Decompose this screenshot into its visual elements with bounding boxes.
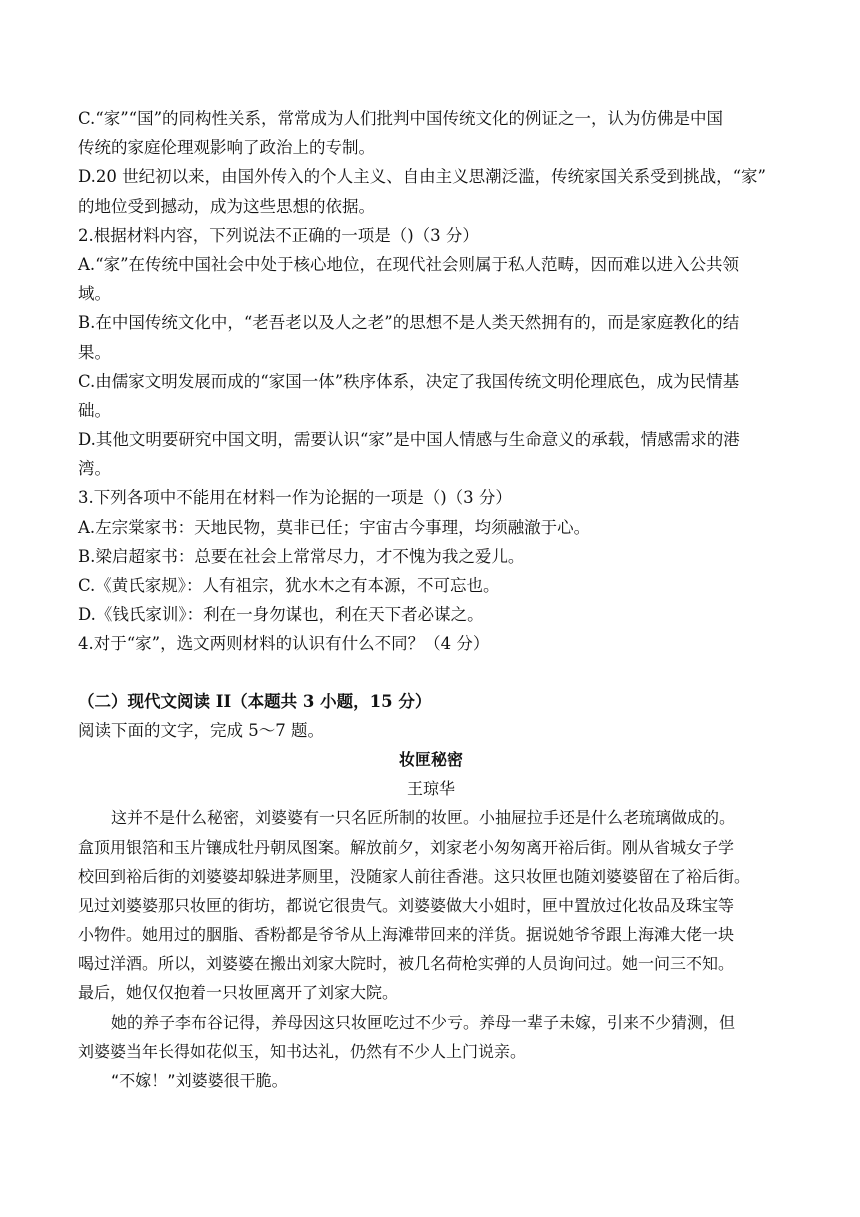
story-paragraph-3: “不嫁！”刘婆婆很干脆。	[111, 1071, 288, 1090]
text-line: D.20 世纪初以来，由国外传入的个人主义、自由主义思潮泛滥，传统家国关系受到挑战，“家”	[78, 167, 766, 187]
reading-instruction: 阅读下面的文字，完成 5～7 题。	[78, 720, 324, 740]
text-line: 刘婆婆当年长得如花似玉，知书达礼，仍然有不少人上门说亲。	[78, 1041, 527, 1061]
text-line: A.“家”在传统中国社会中处于核心地位，在现代社会则属于私人范畴，因而难以进入公共领	[78, 254, 740, 274]
text-line: 盒顶用银箔和玉片镶成牡丹朝凤图案。解放前夕，刘家老小匆匆离开裕后街。刚从省城女子学	[78, 837, 735, 857]
q4-stem: 4.对于“家”，选文两则材料的认识有什么不同？（4 分）	[78, 634, 490, 654]
text-line: 她的养子李布谷记得，养母因这只妆匣吃过不少亏。养母一辈子未嫁，引来不少猜测，但	[111, 1012, 736, 1032]
text-line: 的地位受到撼动，成为这些思想的依据。	[78, 196, 375, 216]
q2-stem: 2.根据材料内容，下列说法不正确的一项是（)（3 分）	[78, 225, 479, 245]
text-line: 础。	[78, 400, 111, 420]
text-line: 小物件。她用过的胭脂、香粉都是爷爷从上海滩带回来的洋货。据说她爷爷跟上海滩大佬一块	[78, 925, 735, 945]
q2-option-a	[78, 250, 784, 308]
story-author: 王琼华	[406, 779, 455, 799]
text-line: 见过刘婆婆那只妆匣的街坊，都说它很贵气。刘婆婆做大小姐时，匣中置放过化妆品及珠宝等	[78, 895, 735, 915]
q3-option-a: A.左宗棠家书：天地民物，莫非已任；宇宙古今事理，均须融澈于心。	[78, 517, 591, 537]
story-paragraph-2	[78, 1008, 784, 1066]
story-title: 妆匣秘密	[398, 749, 463, 769]
q3-stem: 3.下列各项中不能用在材料一作为论据的一项是（)（3 分）	[78, 488, 512, 508]
q3-option-c: C.《黄氏家规》：人有祖宗，犹水木之有本源，不可忘也。	[78, 576, 500, 595]
q2-option-b	[78, 308, 784, 366]
document-page	[78, 104, 784, 1095]
q3-option-d: D.《钱氏家训》：利在一身勿谋也，利在天下者必谋之。	[78, 605, 484, 625]
text-line: 最后，她仅仅抱着一只妆匣离开了刘家大院。	[78, 983, 399, 1003]
text-line: B.在中国传统文化中，“老吾老以及人之老”的思想不是人类天然拥有的，而是家庭教化的结	[78, 313, 740, 333]
text-line: 传统的家庭伦理观影响了政治上的专制。	[78, 138, 375, 158]
text-line: 这并不是什么秘密，刘婆婆有一只名匠所制的妆匣。小抽屉拉手还是什么老琉璃做成的。	[111, 808, 736, 828]
story-paragraph-1	[78, 803, 784, 1007]
section-heading: （二）现代文阅读 II（本题共 3 小题，15 分）	[78, 691, 432, 711]
q2-option-c	[78, 367, 784, 425]
q1-option-c	[78, 104, 784, 162]
q1-option-d	[78, 162, 784, 220]
q3-option-b: B.梁启超家书：总要在社会上常常尽力，才不愧为我之爱儿。	[78, 546, 525, 566]
spacer	[78, 659, 784, 687]
text-line: 湾。	[78, 459, 111, 479]
text-line: 域。	[78, 284, 111, 304]
text-line: 校回到裕后街的刘婆婆却躲进茅厕里，没随家人前往香港。这只妆匣也随刘婆婆留在了裕后街。	[78, 866, 751, 886]
q2-option-d	[78, 425, 784, 483]
text-line: C.由儒家文明发展而成的“家国一体”秩序体系，决定了我国传统文明伦理底色，成为民情基	[78, 371, 740, 391]
text-line: 喝过洋酒。所以，刘婆婆在搬出刘家大院时，被几名荷枪实弹的人员询问过。她一问三不知。	[78, 954, 735, 974]
text-line: 果。	[78, 342, 111, 362]
text-line: C.“家”“国”的同构性关系，常常成为人们批判中国传统文化的例证之一，认为仿佛是中国	[78, 109, 724, 128]
text-line: D.其他文明要研究中国文明，需要认识“家”是中国人情感与生命意义的承载，情感需求的港	[78, 430, 740, 450]
